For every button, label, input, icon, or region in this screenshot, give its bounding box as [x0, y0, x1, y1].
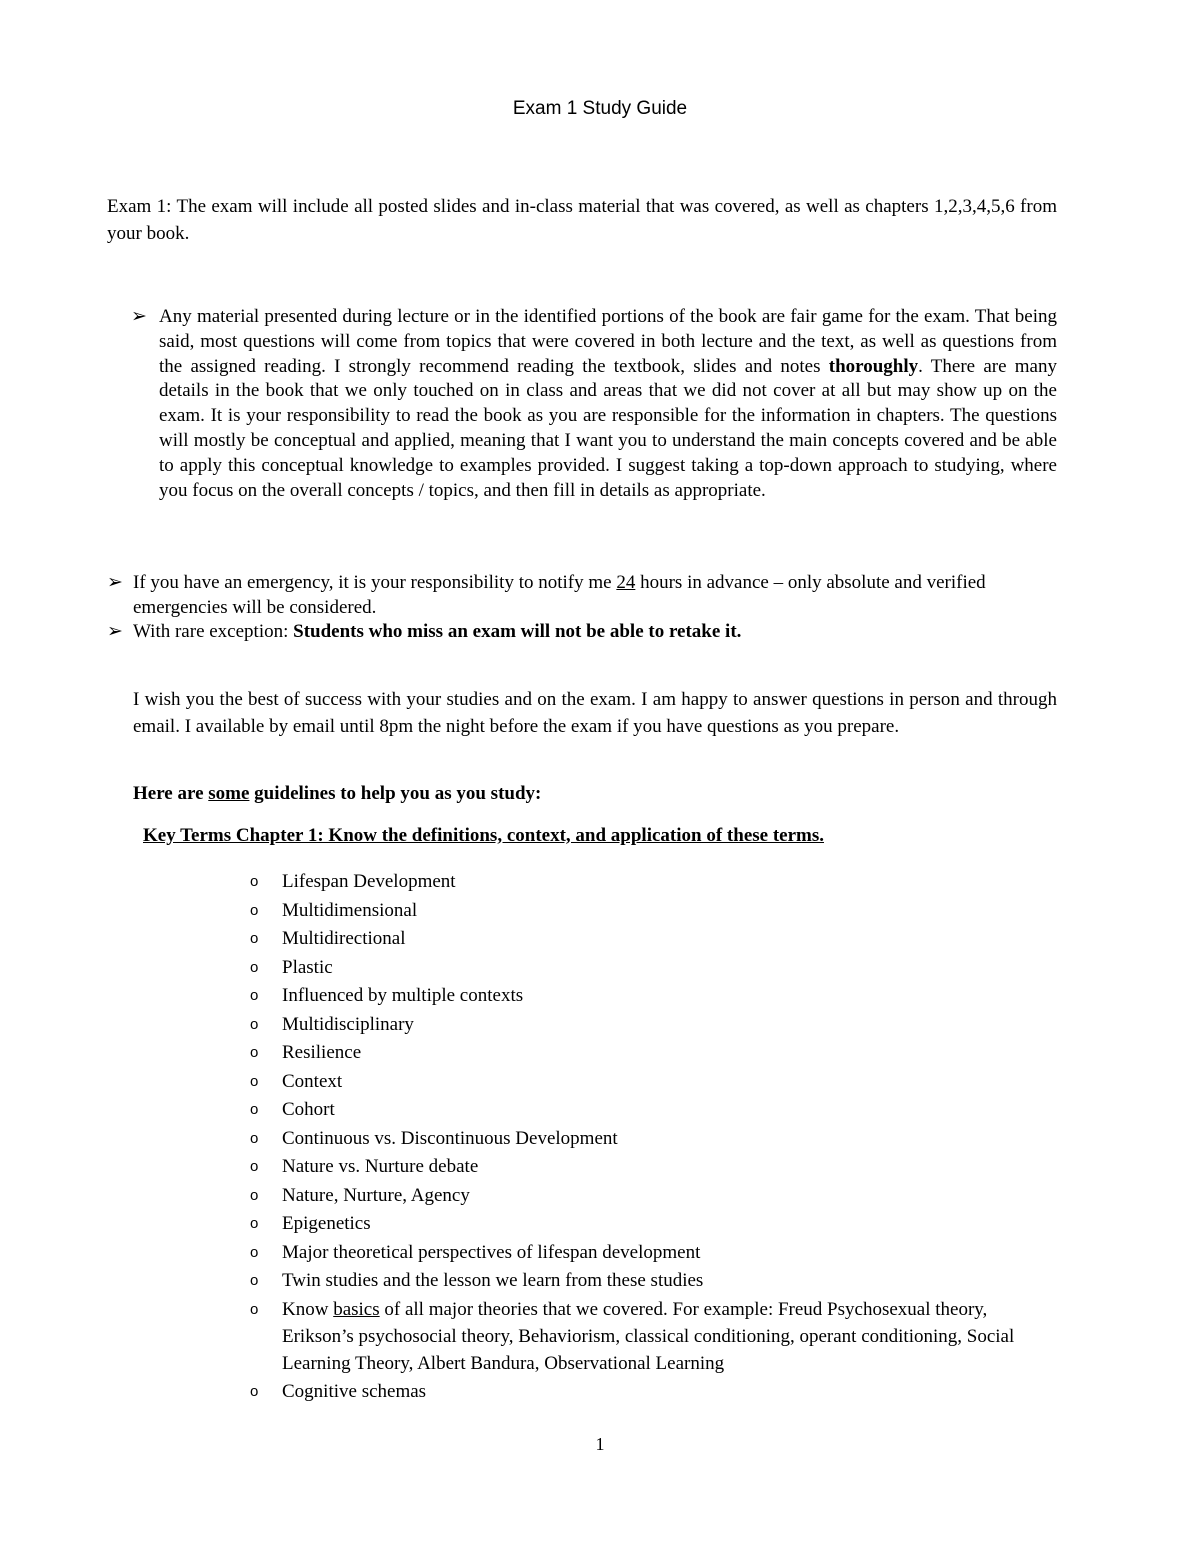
circle-bullet-icon: o — [250, 901, 259, 919]
emphasis-thoroughly: thoroughly — [828, 355, 919, 377]
list-item: o Lifespan Development — [250, 868, 1050, 895]
list-item: o Nature vs. Nurture debate — [250, 1153, 1050, 1180]
circle-bullet-icon: o — [250, 1215, 259, 1232]
key-terms-list — [250, 868, 1050, 1407]
circle-bullet-icon: o — [250, 958, 259, 976]
list-item: o Multidisciplinary — [250, 1011, 1050, 1038]
list-item: o Epigenetics — [250, 1210, 1050, 1237]
list-item: o Twin studies and the lesson we learn from these studies — [250, 1267, 1050, 1294]
list-item: o Resilience — [250, 1039, 1050, 1066]
list-item: o Multidimensional — [250, 897, 1050, 924]
circle-bullet-icon: o — [250, 1300, 259, 1318]
list-item: o Know basics of all major theories that we covered. For example: Freud Psychosexual theory, Erikson’s psychosocial theory, Behaviorism, classical conditioning, operant conditioning, Social Learning Theory, Albert Bandura, Observational Learning — [250, 1296, 1050, 1377]
emergency-bullet — [107, 571, 1057, 620]
circle-bullet-icon: o — [250, 1129, 259, 1147]
intro-paragraph: Exam 1: The exam will include all posted slides and in-class material that was covered, as well as chapters 1,2,3,4,5,6 from your book. — [107, 196, 1057, 244]
list-item: o Continuous vs. Discontinuous Development — [250, 1125, 1050, 1152]
list-item: o Multidirectional — [250, 925, 1050, 952]
circle-bullet-icon: o — [250, 1015, 259, 1033]
circle-bullet-icon: o — [250, 1072, 259, 1090]
circle-bullet-icon: o — [250, 930, 259, 947]
guidelines-heading: Here are some guidelines to help you as you study: — [133, 783, 542, 804]
list-item: o Cognitive schemas — [250, 1378, 1050, 1405]
circle-bullet-icon: o — [250, 1272, 259, 1289]
list-item: o Influenced by multiple contexts — [250, 982, 1050, 1009]
circle-bullet-icon: o — [250, 1158, 259, 1175]
hours-value: 24 — [616, 572, 636, 593]
emergency-text: If you have an emergency, it is your responsibility to notify me 24 hours in advance – only absolute and verified emergencies will be considered. — [133, 572, 986, 618]
list-item: o Plastic — [250, 954, 1050, 981]
circle-bullet-icon: o — [250, 1044, 259, 1061]
key-terms-heading: Key Terms Chapter 1: Know the definitions, context, and application of these terms. — [143, 825, 824, 846]
arrow-bullet-icon: ➢ — [107, 621, 123, 642]
closing-paragraph: I wish you the best of success with your studies and on the exam. I am happy to answer questions in person and through email. I available by email until 8pm the night before the exam if you have questions as you prepare. — [133, 689, 1057, 737]
list-item: o Context — [250, 1068, 1050, 1095]
circle-bullet-icon: o — [250, 1243, 259, 1261]
retake-bullet — [107, 620, 1057, 645]
page-number: 1 — [595, 1434, 605, 1454]
retake-warning: Students who miss an exam will not be able to retake it. — [293, 621, 742, 642]
list-item: o Major theoretical perspectives of lifespan development — [250, 1239, 1050, 1266]
document-title: Exam 1 Study Guide — [512, 98, 688, 119]
circle-bullet-icon: o — [250, 1383, 259, 1400]
list-item: o Nature, Nurture, Agency — [250, 1182, 1050, 1209]
list-item: o Cohort — [250, 1096, 1050, 1123]
study-advice-text: Any material presented during lecture or in the identified portions of the book are fair game for the exam. That being said, most questions will come from topics that were covered in both lecture and the text, as well as questions from the assigned reading. I strongly recommend reading the textbook, slides and notes thoroughly. There are many details in the book that we only touched on in class and areas that we did not cover at all but may show up on the exam. It is your responsibility to read the book as you are responsible for the information in chapters. The questions will mostly be conceptual and applied, meaning that I want you to understand the main concepts covered and be able to apply this conceptual knowledge to examples provided. I suggest taking a top-down approach to studying, where you focus on the overall concepts / topics, and then fill in details as appropriate. — [159, 306, 1057, 501]
arrow-bullet-icon: ➢ — [107, 572, 123, 593]
circle-bullet-icon: o — [250, 1101, 259, 1118]
study-advice-bullet — [131, 305, 1057, 503]
circle-bullet-icon: o — [250, 987, 259, 1004]
arrow-bullet-icon: ➢ — [131, 306, 147, 327]
retake-text: With rare exception: Students who miss an exam will not be able to retake it. — [133, 621, 742, 642]
circle-bullet-icon: o — [250, 873, 259, 890]
circle-bullet-icon: o — [250, 1186, 259, 1204]
